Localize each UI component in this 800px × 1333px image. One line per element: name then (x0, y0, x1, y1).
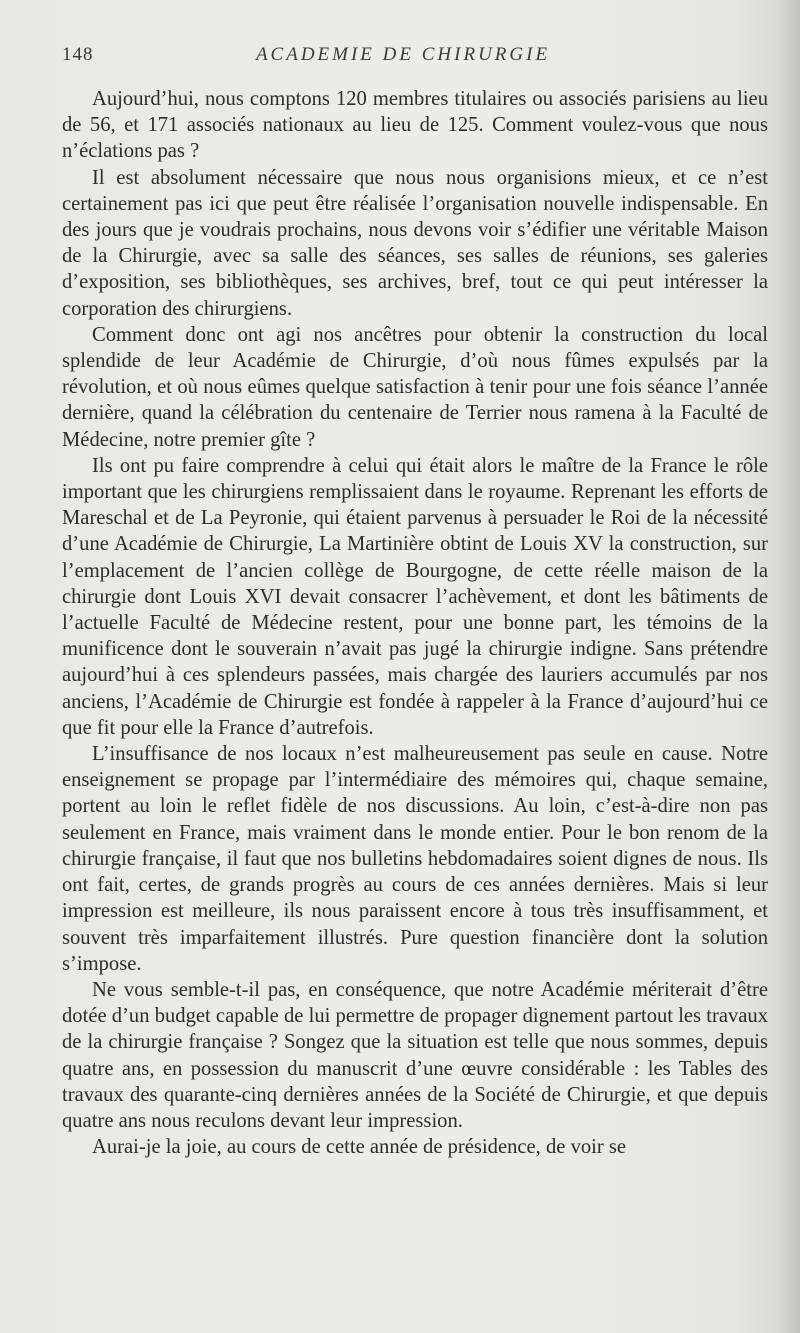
page-edge-shadow (778, 0, 800, 1333)
paragraph: Comment donc ont agi nos ancêtres pour obtenir la construction du local splendide de leur Académie de Chirurgie, d’où nous fûmes expulsés par la révolution, et où nous eûmes quelque satisfaction à tenir pour une fois séance l’année dernière, quand la célébration du centenaire de Terrier nous ramena à la Faculté de Médecine, notre premier gîte ? (62, 323, 768, 451)
paragraph: Aujourd’hui, nous comptons 120 membres titulaires ou associés parisiens au lieu de 56, et 171 associés nationaux au lieu de 125. Comment voulez-vous que nous n’éclations pas ? (62, 88, 768, 163)
paragraph: Il est absolument nécessaire que nous nous organisions mieux, et ce n’est certainement pas ici que peut être réalisée l’organisation nouvelle indispensable. En des jours que je voudrais prochains, nous devons voir s’édifier une véritable Maison de la Chirurgie, avec sa salle des séances, ses salles de réunions, ses galeries d’exposition, ses bibliothèques, ses archives, bref, tout ce qui peut intéresser la corporation des chirurgiens. (62, 166, 768, 320)
running-title: ACADEMIE DE CHIRURGIE (255, 44, 551, 65)
paragraph: L’insuffisance de nos locaux n’est malheureusement pas seule en cause. Notre enseignement se propage par l’intermédiaire des mémoires qui, chaque semaine, portent au loin le reflet fidèle de nos discussions. Au loin, c’est-à-dire non pas seulement en France, mais vraiment dans le monde entier. Pour le bon renom de la chirurgie française, il faut que nos bulletins hebdomadaires soient dignes de nous. Ils ont fait, certes, de grands progrès au cours de ces années dernières. Mais si leur impression est meilleure, ils nous paraissent encore à tous très insuffisamment, et souvent très imparfaitement illustrés. Pure question financière dont la solution s’impose. (62, 743, 768, 975)
body-text (62, 86, 768, 1160)
page-header (62, 44, 744, 70)
paragraph: Ils ont pu faire comprendre à celui qui était alors le maître de la France le rôle important que les chirurgiens remplissaient dans le royaume. Reprenant les efforts de Mareschal et de La Peyronie, qui étaient parvenus à persuader le Roi de la nécessité d’une Académie de Chirurgie, La Martinière obtint de Louis XV la construction, sur l’emplacement de l’ancien collège de Bourgogne, de cette réelle maison de la chirurgie dont Louis XVI devait consacrer l’achèvement, et dont les bâtiments de l’actuelle Faculté de Médecine restent, pour une bonne part, les témoins de la munificence dont le souverain n’avait pas jugé la chirurgie indigne. Sans prétendre aujourd’hui à ces splendeurs passées, mais chargée des lauriers accumulés par nos anciens, l’Académie de Chirurgie est fondée à rappeler à la France d’aujourd’hui ce que fit pour elle la France d’autrefois. (62, 454, 768, 739)
page-number: 148 (62, 44, 94, 65)
paragraph: Ne vous semble-t-il pas, en conséquence, que notre Académie mériterait d’être dotée d’un budget capable de lui permettre de propager dignement partout les travaux de la chirurgie française ? Songez que la situation est telle que nous sommes, depuis quatre ans, en possession du manuscrit d’une œuvre considérable : les Tables des travaux des quarante-cinq dernières années de la Société de Chirurgie, et que depuis quatre ans nous reculons devant leur impression. (62, 978, 768, 1132)
paragraph: Aurai-je la joie, au cours de cette année de présidence, de voir se (92, 1136, 627, 1159)
